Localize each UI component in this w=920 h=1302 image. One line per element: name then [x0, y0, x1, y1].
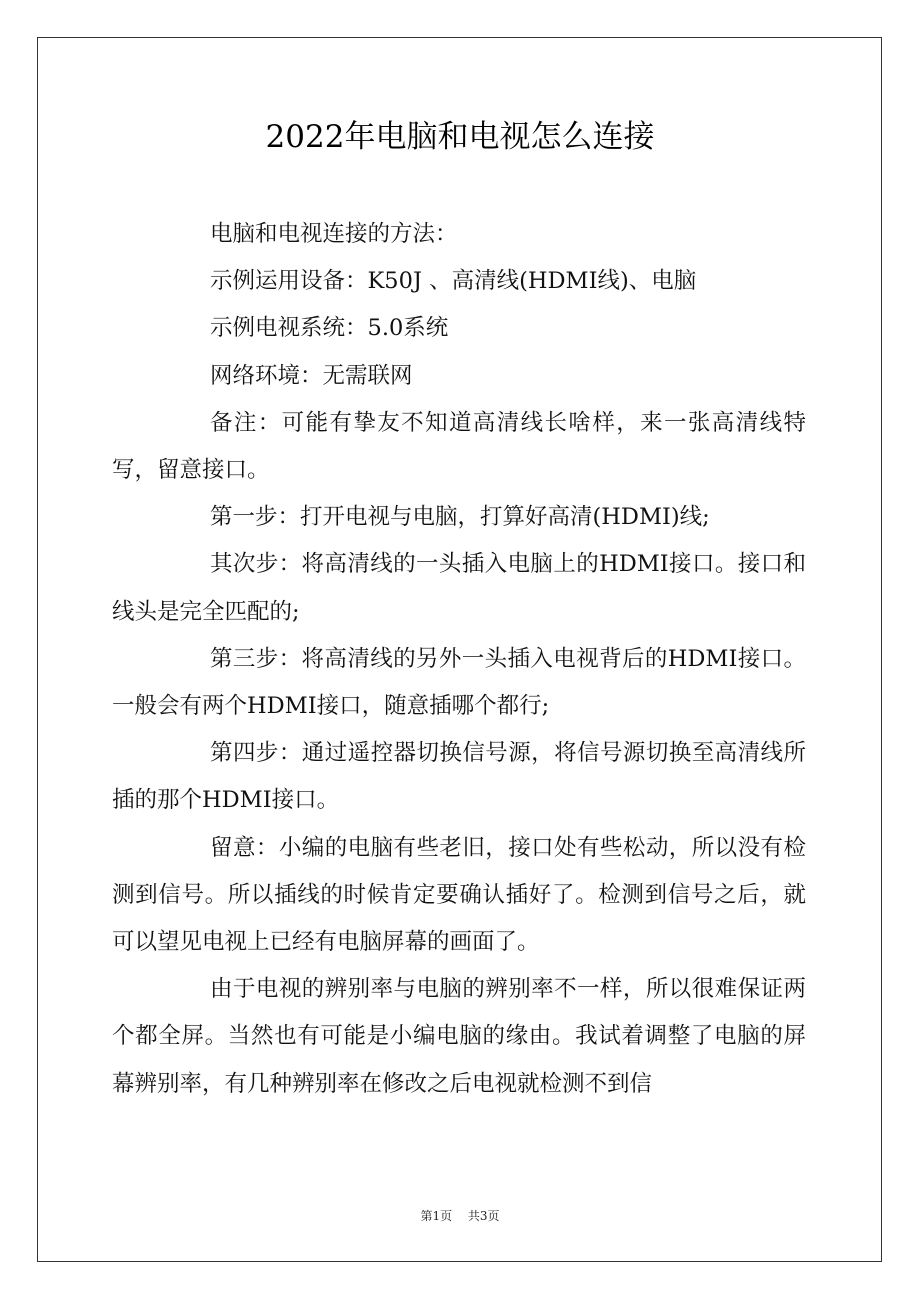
paragraph-step-4: 第四步：通过遥控器切换信号源，将信号源切换至高清线所插的那个HDMI接口。	[112, 740, 806, 814]
paragraph-devices: 示例运用设备：K50J 、高清线(HDMI线)、电脑	[210, 268, 697, 295]
paragraph-step-1: 第一步：打开电视与电脑，打算好高清(HDMI)线;	[210, 504, 710, 531]
paragraph-step-2: 其次步：将高清线的一头插入电脑上的HDMI接口。接口和线头是完全匹配的;	[112, 551, 806, 625]
document-body	[112, 211, 806, 1108]
paragraph-tv-system: 示例电视系统：5.0系统	[210, 315, 449, 342]
page-number-current: 第1页	[420, 1209, 453, 1223]
document-title: 2022年电脑和电视怎么连接	[265, 119, 655, 155]
paragraph-step-3: 第三步：将高清线的另外一头插入电视背后的HDMI接口。一般会有两个HDMI接口，随意插哪个都行;	[112, 645, 806, 720]
page-number-total: 共3页	[467, 1209, 500, 1223]
page-footer	[0, 1207, 920, 1225]
paragraph-note: 备注：可能有挚友不知道高清线长啥样，来一张高清线特写，留意接口。	[112, 409, 806, 484]
paragraph-method-intro: 电脑和电视连接的方法：	[210, 221, 458, 247]
paragraph-attention: 留意：小编的电脑有些老旧，接口处有些松动，所以没有检测到信号。所以插线的时候肯定要确认插好了。检测到信号之后，就可以望见电视上已经有电脑屏幕的画面了。	[112, 834, 806, 956]
paragraph-resolution: 由于电视的辨别率与电脑的辨别率不一样，所以很难保证两个都全屏。当然也有可能是小编电脑的缘由。我试着调整了电脑的屏幕辨别率，有几种辨别率在修改之后电视就检测不到信	[112, 976, 806, 1097]
paragraph-network: 网络环境：无需联网	[210, 362, 413, 389]
